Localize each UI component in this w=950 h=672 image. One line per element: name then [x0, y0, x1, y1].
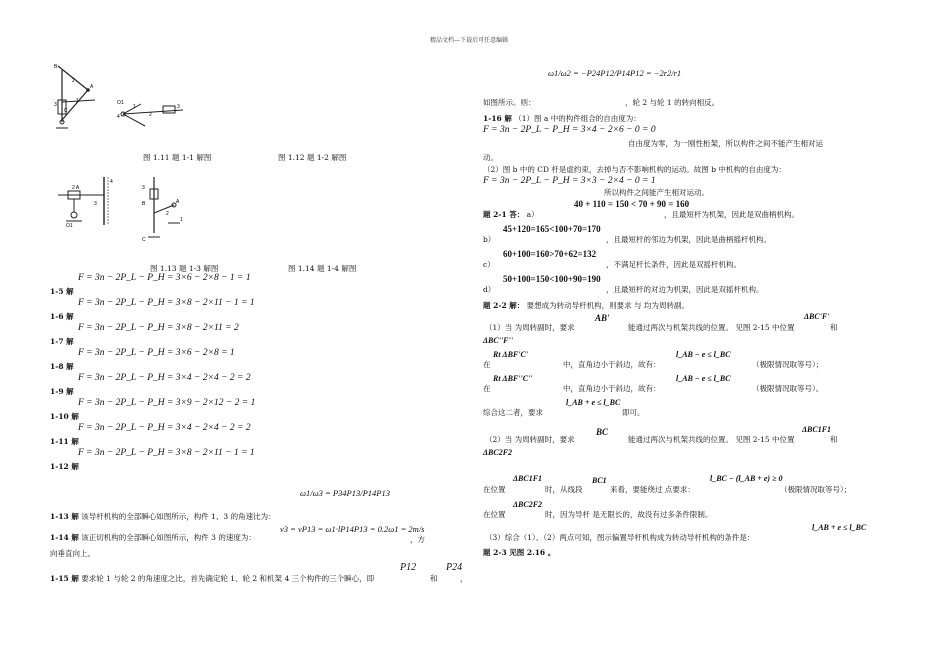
text-combine: 综合这二者，要求	[483, 408, 543, 417]
text-and-1: 和	[830, 323, 838, 332]
formula-1-6: F = 3n − 2P_L − P_H = 3×8 − 2×11 − 1 = 1	[78, 298, 255, 308]
label-2-1b: b）	[483, 235, 496, 244]
equation-2-1c: 60+100=160>70+62=132	[503, 249, 597, 259]
text-limit-1: （极限情况取等号）；	[752, 360, 824, 369]
equation-2-1b: 45+120=165<100+70=170	[503, 224, 601, 234]
text-2-2-3: （3）综合（1）、（2）两点可知，图示偏置导杆机构成为转动导杆机构的条件是：	[485, 533, 755, 542]
symbol-p24: P24	[446, 562, 463, 573]
svg-text:B: B	[54, 64, 58, 70]
position-6: ΔBC2F2	[513, 500, 543, 509]
label-1-5: 1-5 解	[50, 287, 74, 296]
position-3: ΔBC1F1	[802, 425, 832, 434]
formula-1-7: F = 3n − 2P_L − P_H = 3×8 − 2×11 = 2	[78, 323, 239, 333]
text-2-3: 题 2-3 见图 2.16 。	[483, 548, 556, 557]
position-5: ΔBC1F1	[513, 474, 543, 483]
svg-text:2: 2	[149, 112, 152, 118]
triangle-1: Rt ΔBF'C'	[493, 350, 529, 359]
label-1-16: 1-16 解	[483, 114, 512, 123]
figure-1-13	[52, 175, 117, 230]
label-1-8: 1-8 解	[50, 362, 74, 371]
paragraph-1-16	[483, 113, 641, 124]
inequality-5: l_AB + e ≤ l_BC	[812, 523, 867, 532]
paragraph-1-15	[50, 573, 374, 584]
figure-1-12	[115, 98, 190, 134]
label-1-14: 1-14 解	[50, 533, 79, 542]
text-2-2: 要想成为转动导杆机构，则要求 与 均为周转副。	[526, 301, 689, 310]
svg-text:1: 1	[133, 104, 136, 110]
label-1-7: 1-7 解	[50, 337, 74, 346]
formula-1-10: F = 3n − 2P_L − P_H = 3×9 − 2×12 − 2 = 1	[78, 398, 256, 408]
svg-text:4: 4	[117, 114, 120, 120]
equation-1-14: v3 = vP13 = ω1·lP14P13 = 0.2ω1 = 2m/s	[280, 524, 425, 534]
caption-fig-1-14: 图 1.14 题 1-4 解图	[288, 264, 357, 273]
label-1-10: 1-10 解	[50, 412, 79, 421]
paragraph-1-13	[50, 511, 276, 522]
text-line1-b: ，轮 2 与轮 1 的转向相反。	[625, 98, 720, 107]
text-2-2-1b: 能通过两次与机架共线的位置。 见图 2-15 中位置	[628, 323, 795, 332]
text-1-13: 该导杆机构的全部瞬心如图所示，构件 1、3 的角速比为：	[81, 512, 276, 521]
svg-text:2: 2	[166, 211, 169, 217]
text-when-3: 时，因为导杆 是无限长的，故没有过多条件限制。	[545, 510, 713, 519]
text-1-15-comma: ，	[460, 574, 468, 583]
svg-text:2 A: 2 A	[72, 185, 80, 191]
inequality-3: l_AB + e ≤ l_BC	[566, 398, 621, 407]
text-1-14-tail: ，方	[410, 535, 425, 544]
label-1-11: 1-11 解	[50, 437, 79, 446]
label-2-1a: a）	[526, 210, 539, 219]
text-1-16b-2: 所以构件之间能产生相对运动。	[604, 188, 709, 197]
text-in-2: 在	[483, 384, 491, 393]
paragraph-1-14	[50, 532, 256, 543]
label-2-2: 题 2-2 解：	[483, 301, 525, 310]
formula-1-5: F = 3n − 2P_L − P_H = 3×6 − 2×8 − 1 = 1	[78, 273, 251, 283]
formula-1-11: F = 3n − 2P_L − P_H = 3×4 − 2×4 − 2 = 2	[78, 423, 251, 433]
text-2-1d: ，且最短杆的对边为机架，因此是双摇杆机构。	[606, 285, 764, 294]
text-combine-end: 即可。	[622, 408, 645, 417]
label-1-13: 1-13 解	[50, 512, 79, 521]
label-1-6: 1-6 解	[50, 312, 74, 321]
text-limit-3: （极限情况取等号）；	[780, 485, 852, 494]
text-1-14-cont: 向垂直向上。	[50, 549, 95, 558]
text-mid-2: 中，直角边小于斜边，故有：	[563, 384, 661, 393]
paragraph-2-1a	[483, 209, 539, 220]
text-limit-2: （极限情况取等号）。	[752, 384, 824, 393]
formula-1-16a: F = 3n − 2P_L − P_H = 3×4 − 2×6 − 0 = 0	[483, 125, 656, 135]
text-2-2-2a: （2）当 为周转副时，要求	[485, 435, 575, 444]
label-2-1c: c）	[483, 260, 495, 269]
svg-text:O1: O1	[117, 100, 124, 106]
svg-text:3: 3	[54, 102, 57, 108]
text-and-2: 和	[830, 435, 838, 444]
symbol-ab: AB'	[595, 313, 610, 323]
label-1-9: 1-9 解	[50, 387, 74, 396]
formula-1-16b: F = 3n − 2P_L − P_H = 3×3 − 2×4 − 0 = 1	[483, 176, 656, 186]
text-2-2-1a: （1）当 为周转副时，要求	[485, 323, 575, 332]
formula-1-8: F = 3n − 2P_L − P_H = 3×6 − 2×8 = 1	[78, 348, 235, 358]
text-2-1c: ，不满足杆长条件，因此是双摇杆机构。	[606, 260, 741, 269]
text-at-pos-2: 在位置	[483, 510, 506, 519]
text-in-1: 在	[483, 360, 491, 369]
text-1-16a-2: 动。	[483, 153, 498, 162]
caption-fig-1-11: 图 1.11 题 1-1 解图	[143, 153, 212, 162]
position-1: ΔBC'F'	[804, 312, 830, 321]
formula-1-9: F = 3n − 2P_L − P_H = 3×4 − 2×4 − 2 = 2	[78, 373, 251, 383]
symbol-p12: P12	[400, 562, 417, 573]
label-2-1: 题 2-1 答：	[483, 210, 525, 219]
text-1-14: 该正切机构的全部瞬心如图所示，构件 3 的速度为：	[81, 533, 256, 542]
label-1-15: 1-15 解	[50, 574, 79, 583]
svg-text:B: B	[142, 201, 146, 207]
svg-text:3: 3	[177, 104, 180, 110]
equation-2-1a: 40 + 110 = 150 < 70 + 90 = 160	[574, 199, 690, 209]
svg-text:A: A	[176, 199, 180, 205]
text-2-1b: ，且最短杆的邻边为机架，因此是曲柄摇杆机构。	[606, 235, 771, 244]
label-2-1d: d）	[483, 285, 496, 294]
svg-text:3: 3	[142, 185, 145, 191]
svg-text:3: 3	[94, 201, 97, 207]
text-2-1a: ，且最短杆为机架，因此是双曲柄机构。	[664, 210, 799, 219]
triangle-2: Rt ΔBF''C''	[493, 374, 533, 383]
svg-text:2: 2	[72, 78, 75, 84]
text-1-16: （1）图 a 中的构件组合的自由度为：	[514, 114, 641, 123]
page-header: 精品文档---下载后可任意编辑	[430, 37, 509, 44]
equation-1-13: ω1/ω3 = P34P13/P14P13	[300, 488, 390, 498]
svg-text:C: C	[142, 237, 146, 243]
text-1-16b: （2）图 b 中的 CD 杆是虚约束，去掉与否不影响机构的运动。故图 b 中机构的自由度为：	[483, 165, 786, 174]
equation-2-1d: 50+100=150<100+90=190	[503, 274, 601, 284]
svg-text:1: 1	[180, 217, 183, 223]
svg-text:1: 1	[76, 98, 79, 104]
text-1-15: 要求轮 1 与轮 2 的角速度之比，首先确定轮 1、轮 2 和机架 4 三个构件的三个瞬心，即	[81, 574, 375, 583]
label-1-12: 1-12 解	[50, 462, 79, 471]
text-when-1: 时，从线段	[545, 485, 583, 494]
svg-text:C: C	[64, 108, 68, 114]
segment-bc1: BC1	[592, 476, 607, 485]
symbol-bc: BC	[596, 427, 609, 437]
position-4: ΔBC2F2	[483, 448, 513, 457]
equation-ratio: ω1/ω2 = −P24P12/P14P12 = −2r2/r1	[548, 68, 682, 78]
text-2-2-2b: 能通过两次与机架共线的位置。 见图 2-15 中位置	[628, 435, 795, 444]
text-when-2: 来看，要能绕过 点要求：	[610, 485, 695, 494]
formula-1-12: F = 3n − 2P_L − P_H = 3×8 − 2×11 − 1 = 1	[78, 448, 255, 458]
svg-text:4: 4	[110, 179, 113, 185]
position-2: ΔBC''F''	[483, 336, 513, 345]
inequality-1: l_AB − e ≤ l_BC	[676, 350, 731, 359]
caption-fig-1-13: 图 1.13 题 1-3 解图	[150, 264, 219, 273]
caption-fig-1-12: 图 1.12 题 1-2 解图	[278, 153, 347, 162]
text-line1-a: 如图所示。则：	[483, 98, 536, 107]
svg-text:A: A	[90, 84, 94, 90]
text-1-16a-1: 自由度为零，为一刚性桁架，所以构件之间不能产生相对运	[628, 139, 823, 148]
paragraph-2-2	[483, 300, 689, 311]
inequality-4: l_BC − (l_AB + e) ≥ 0	[710, 474, 783, 483]
svg-text:O1: O1	[66, 223, 73, 229]
text-at-pos-1: 在位置	[483, 485, 506, 494]
inequality-2: l_AB − e ≤ l_BC	[676, 374, 731, 383]
text-1-15-and: 和	[430, 574, 438, 583]
text-mid-1: 中，直角边小于斜边，故有：	[563, 360, 661, 369]
figure-1-14	[140, 175, 195, 245]
